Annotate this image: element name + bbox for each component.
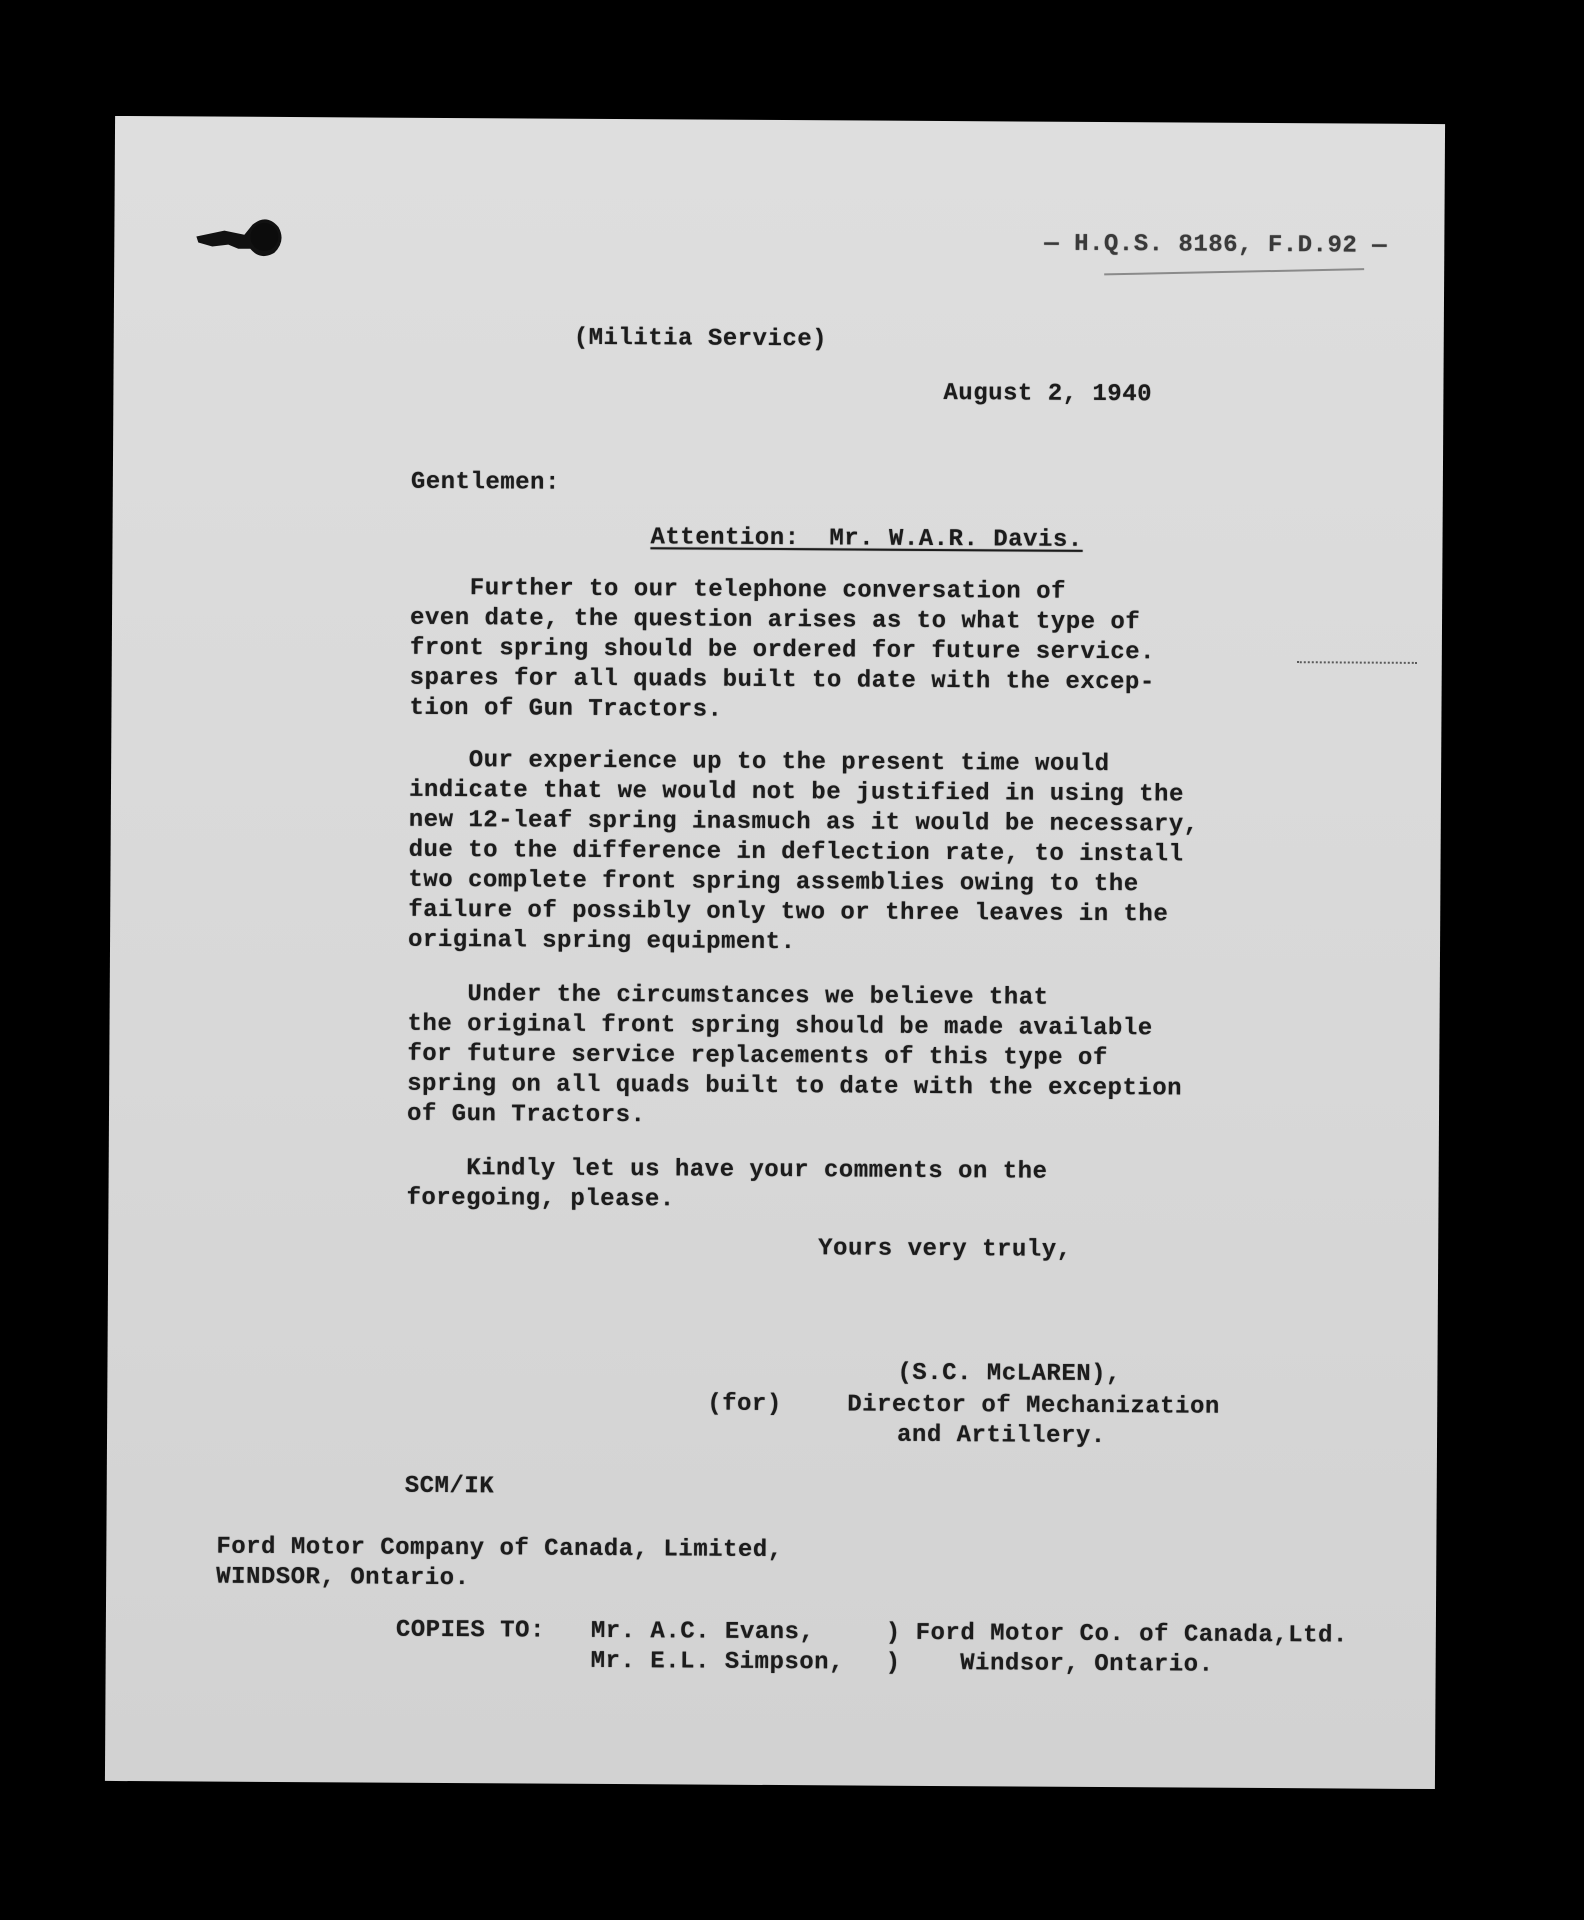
- signatory-title-line2: and Artillery.: [896, 1421, 1106, 1451]
- signatory-name: (S.C. McLAREN),: [897, 1359, 1122, 1389]
- paragraph-line: front spring should be ordered for future service.: [409, 634, 1156, 667]
- letter-page: [105, 116, 1445, 1789]
- copy-recipient: Mr. A.C. Evans,: [590, 1617, 815, 1647]
- paragraph-line: new 12-leaf spring inasmuch as it would be necessary,: [408, 806, 1199, 839]
- copies-company-line2: ) Windsor, Ontario.: [885, 1649, 1214, 1679]
- recipient-line1: Ford Motor Company of Canada, Limited,: [216, 1533, 783, 1565]
- paragraph-line: Under the circumstances we believe that: [407, 980, 1049, 1012]
- paragraph-line: original spring equipment.: [407, 926, 796, 957]
- ink-blot-icon: [194, 214, 284, 261]
- paragraph-line: of Gun Tractors.: [406, 1100, 646, 1130]
- paragraph-line: even date, the question arises as to what type of: [409, 604, 1141, 637]
- recipient-line2: WINDSOR, Ontario.: [216, 1563, 470, 1593]
- paragraph-line: for future service replacements of this type of: [407, 1040, 1108, 1073]
- paragraph-line: failure of possibly only two or three leaves in the: [408, 896, 1169, 929]
- closing: Yours very truly,: [818, 1235, 1072, 1264]
- paragraph-line: the original front spring should be made available: [407, 1010, 1153, 1043]
- paragraph-line: Our experience up to the present time would: [409, 746, 1110, 779]
- attention-line: Attention: Mr. W.A.R. Davis.: [650, 524, 1083, 554]
- copies-company-line1: ) Ford Motor Co. of Canada,Ltd.: [885, 1619, 1348, 1650]
- service-heading: (Militia Service): [573, 324, 828, 354]
- paragraph-line: due to the difference in deflection rate, to install: [408, 836, 1184, 869]
- salutation: Gentlemen:: [410, 468, 560, 497]
- signatory-title-line1: Director of Mechanization: [847, 1391, 1220, 1421]
- for-label: (for): [707, 1390, 782, 1419]
- copies-label: COPIES TO:: [395, 1616, 545, 1645]
- copy-recipient: Mr. E.L. Simpson,: [590, 1647, 845, 1677]
- paragraph-line: tion of Gun Tractors.: [409, 694, 723, 724]
- file-reference: — H.Q.S. 8186, F.D.92 —: [1044, 230, 1388, 260]
- paragraph-line: two complete front spring assemblies owing to the: [408, 866, 1139, 899]
- paragraph-line: Kindly let us have your comments on the: [406, 1154, 1048, 1186]
- typist-initials: SCM/IK: [404, 1472, 495, 1501]
- paragraph-line: indicate that we would not be justified in using the: [408, 776, 1184, 809]
- paragraph-line: foregoing, please.: [406, 1184, 675, 1214]
- letter-date: August 2, 1940: [943, 380, 1153, 409]
- margin-dash-mark: [1297, 661, 1417, 664]
- paragraph-line: Further to our telephone conversation of: [410, 574, 1066, 606]
- paragraph-line: spares for all quads built to date with the excep-: [409, 664, 1155, 697]
- reference-underline: [1104, 268, 1364, 275]
- paragraph-line: spring on all quads built to date with the exception: [407, 1070, 1183, 1103]
